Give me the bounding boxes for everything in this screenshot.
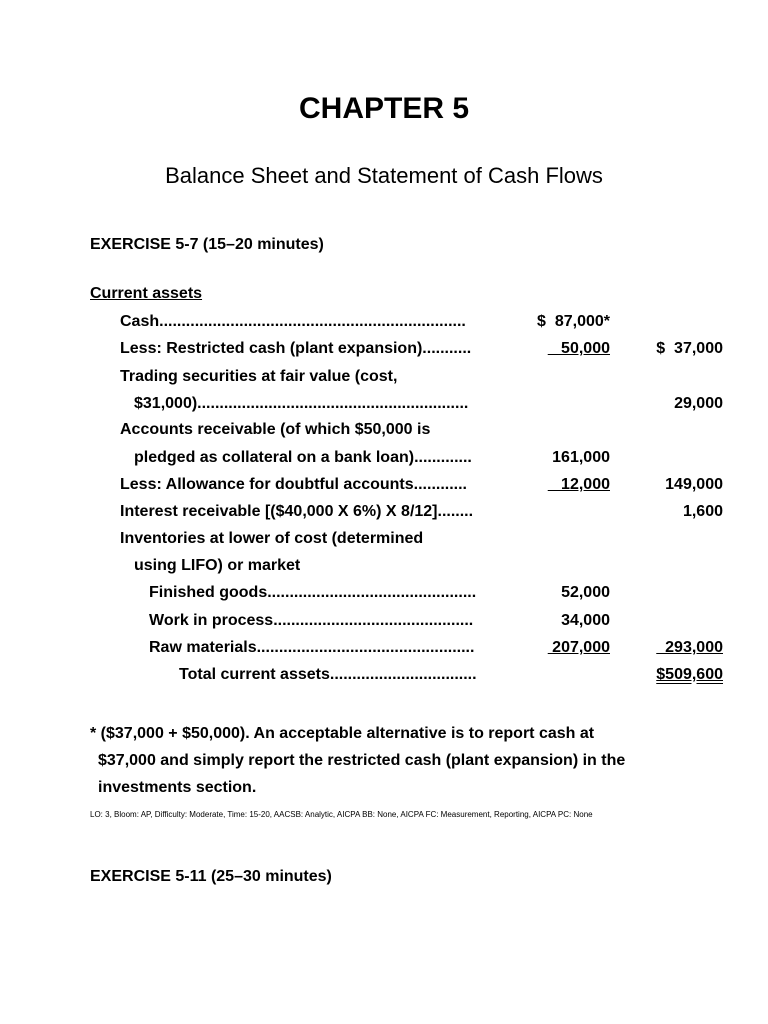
row-label: $31,000)............................................................. — [134, 395, 469, 412]
footnote-line-2: $37,000 and simply report the restricted cash (plant expansion) in the — [98, 752, 626, 769]
learning-objective-tags: LO: 3, Bloom: AP, Difficulty: Moderate, Time: 15-20, AACSB: Analytic, AICPA BB: None, AICPA FC: Measurement, Reporting, AICPA PC: None — [90, 810, 593, 819]
table-row-trading-securities-cont — [0, 395, 768, 417]
table-row-accounts-receivable-cont — [0, 449, 768, 471]
row-amount-col1: $ 87,000* — [537, 313, 610, 330]
exercise-5-7-heading: EXERCISE 5-7 (15–20 minutes) — [90, 236, 324, 253]
row-label: Inventories at lower of cost (determined — [120, 530, 424, 547]
table-row-work-in-process — [0, 612, 768, 634]
table-row-accounts-receivable — [0, 421, 768, 443]
row-amount-col1: 50,000 — [547, 340, 610, 357]
row-label: Raw materials................................................. — [149, 639, 475, 656]
current-assets-heading: Current assets — [90, 285, 203, 302]
row-label: Work in process............................................. — [149, 612, 474, 629]
row-label: Cash..................................................................... — [120, 313, 466, 330]
table-row-allowance — [0, 476, 768, 498]
table-row-finished-goods — [0, 584, 768, 606]
row-amount-col2: 29,000 — [674, 395, 723, 412]
row-label: using LIFO) or market — [134, 557, 301, 574]
row-amount-col2: 1,600 — [682, 503, 723, 520]
row-label: Less: Allowance for doubtful accounts............ — [120, 476, 467, 493]
row-label: Finished goods............................................... — [149, 584, 477, 601]
table-row-interest-receivable — [0, 503, 768, 525]
table-row-inventories — [0, 530, 768, 552]
chapter-subtitle: Balance Sheet and Statement of Cash Flows — [165, 163, 603, 188]
row-label: pledged as collateral on a bank loan)............. — [134, 449, 472, 466]
row-label: Interest receivable [($40,000 X 6%) X 8/12]........ — [120, 503, 474, 520]
row-label: Accounts receivable (of which $50,000 is — [120, 421, 431, 438]
row-label: Total current assets................................. — [179, 666, 477, 683]
table-row-cash — [0, 313, 768, 335]
row-amount-col1: 52,000 — [561, 584, 610, 601]
footnote — [90, 720, 678, 801]
row-amount-col1: 12,000 — [547, 476, 610, 493]
table-row-total-current-assets — [0, 666, 768, 688]
row-label: Less: Restricted cash (plant expansion)........... — [120, 340, 472, 357]
table-row-trading-securities — [0, 368, 768, 390]
table-row-restricted-cash — [0, 340, 768, 362]
row-amount-col2: $ 37,000 — [656, 340, 723, 357]
exercise-5-11-heading: EXERCISE 5-11 (25–30 minutes) — [90, 868, 332, 885]
table-row-raw-materials — [0, 639, 768, 661]
chapter-title: CHAPTER 5 — [298, 92, 470, 125]
footnote-line-1: * ($37,000 + $50,000). An acceptable alternative is to report cash at — [90, 725, 595, 742]
row-amount-col1: 34,000 — [561, 612, 610, 629]
row-amount-col1: 161,000 — [552, 449, 610, 466]
table-row-inventories-cont — [0, 557, 768, 579]
row-amount-col1: 207,000 — [547, 639, 610, 656]
row-amount-col2: 293,000 — [656, 639, 723, 656]
footnote-line-3: investments section. — [98, 779, 257, 796]
row-amount-col2: 149,000 — [665, 476, 723, 493]
row-amount-col2: $509,600 — [656, 666, 723, 683]
row-label: Trading securities at fair value (cost, — [120, 368, 398, 385]
